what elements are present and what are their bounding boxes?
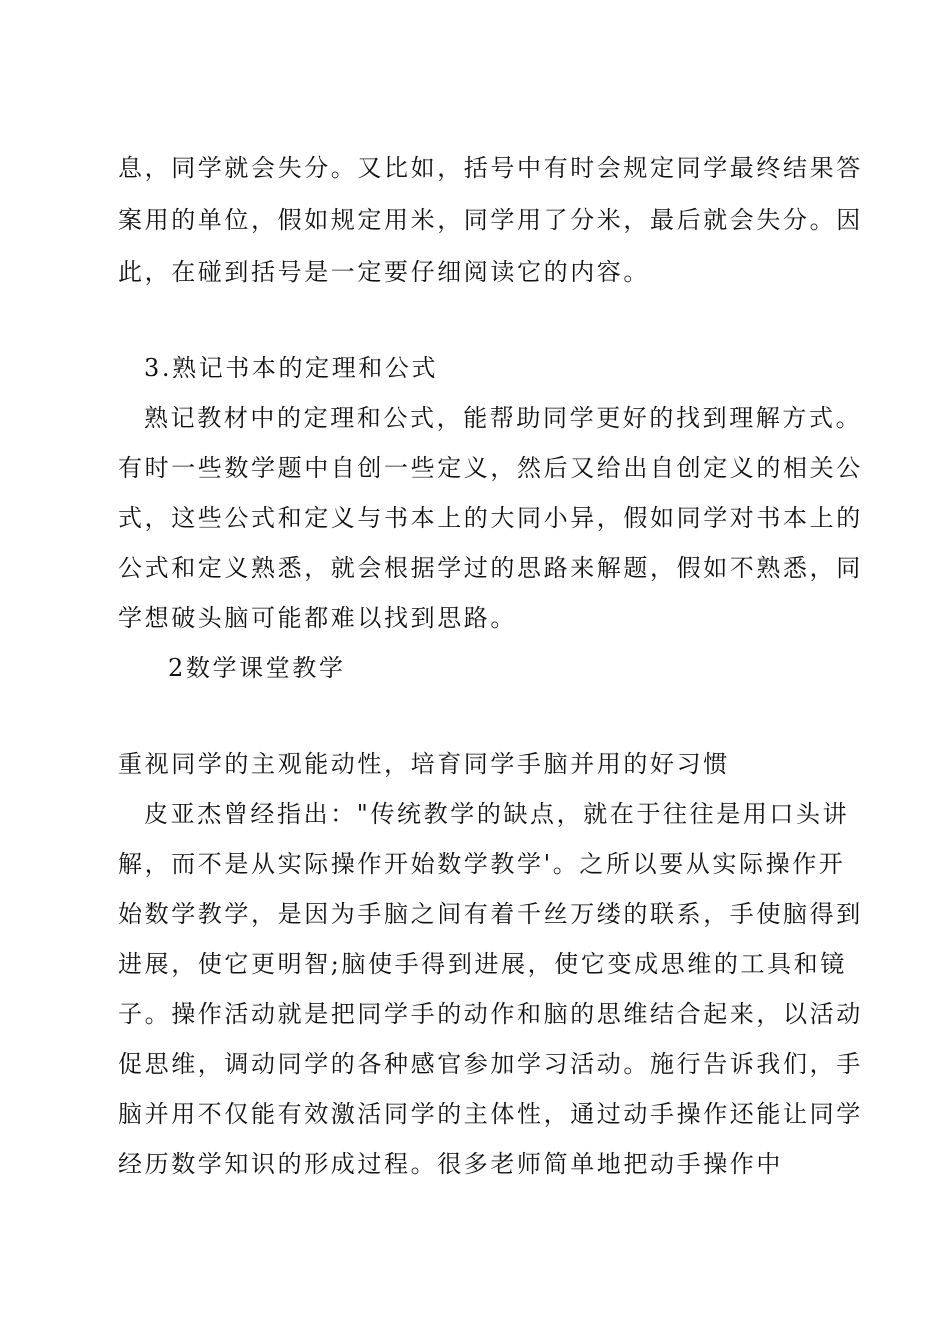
paragraph-line: 案用的单位，假如规定用米，同学用了分米，最后就会失分。因 [118, 206, 863, 234]
paragraph-line: 公式和定义熟悉，就会根据学过的思路来解题，假如不熟悉，同 [118, 554, 863, 582]
section-heading: 3.熟记书本的定理和公式 [144, 354, 439, 382]
subheading: 重视同学的主观能动性，培育同学手脑并用的好习惯 [118, 750, 730, 778]
paragraph-line: 此，在碰到括号是一定要仔细阅读它的内容。 [118, 258, 650, 286]
paragraph-line: 子。操作活动就是把同学手的动作和脑的思维结合起来，以活动 [118, 1000, 863, 1028]
paragraph-line: 皮亚杰曾经指出："传统教学的缺点，就在于往往是用口头讲 [144, 800, 850, 828]
section-heading: 2数学课堂教学 [168, 654, 346, 682]
paragraph-line: 有时一些数学题中自创一些定义，然后又给出自创定义的相关公 [118, 454, 863, 482]
paragraph-line: 经历数学知识的形成过程。很多老师简单地把动手操作中 [118, 1150, 783, 1178]
paragraph-line: 进展，使它更明智;脑使手得到进展，使它变成思维的工具和镜 [118, 950, 847, 978]
paragraph-line: 式，这些公式和定义与书本上的大同小异，假如同学对书本上的 [118, 504, 863, 532]
paragraph-line: 学想破头脑可能都难以找到思路。 [118, 604, 517, 632]
paragraph-line: 解，而不是从实际操作开始数学教学'。之所以要从实际操作开 [118, 850, 846, 878]
paragraph-line: 促思维，调动同学的各种感官参加学习活动。施行告诉我们，手 [118, 1050, 863, 1078]
paragraph-line: 始数学教学，是因为手脑之间有着千丝万缕的联系，手使脑得到 [118, 900, 863, 928]
paragraph-line: 息，同学就会失分。又比如，括号中有时会规定同学最终结果答 [118, 154, 863, 182]
paragraph-line: 脑并用不仅能有效激活同学的主体性，通过动手操作还能让同学 [118, 1100, 863, 1128]
paragraph-line: 熟记教材中的定理和公式，能帮助同学更好的找到理解方式。 [144, 404, 863, 432]
